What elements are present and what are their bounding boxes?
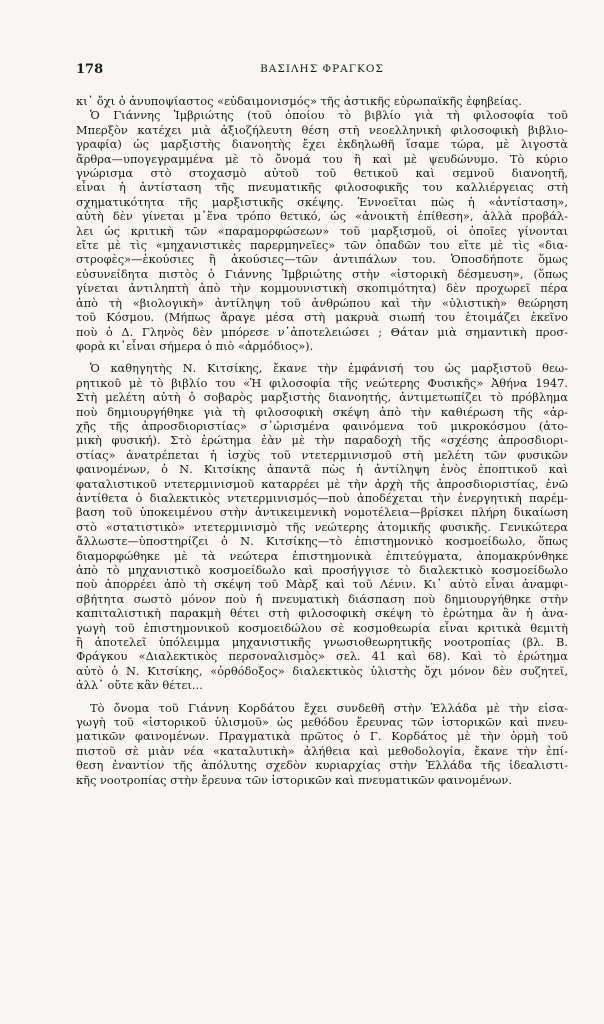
text-line: καπιταλιστικὴ παρακμὴ θέτει στὴ φιλοσοφικὴ σκέψη τὸ ἐρώτημα ἂν ἡ ἀνα-: [76, 606, 568, 621]
text-line: διαμορφώθηκε μὲ τὰ νεώτερα ἐπιστημονικὰ ἐπιτεύγματα, ἀπομακρύνθηκε: [76, 548, 568, 563]
text-line: ἀντίθετα ὁ διαλεκτικὸς ντετερμινισμός—ποὺ ἀποδέχεται τὴν ἐνεργητικὴ παρέμ-: [76, 490, 568, 505]
text-line: Ὁ Γιάννης Ἰμβριώτης (τοῦ ὁποίου τὸ βιβλίο γιὰ τὴ φιλοσοφία τοῦ: [90, 108, 568, 123]
text-line: Μπερξὸν κατέχει μιὰ ἀξιοζήλευτη θέση στὴ νεοελληνικὴ φιλοσοφικὴ βιβλιο-: [76, 122, 568, 137]
text-line: ἢ ἀποτελεῖ ὑπόλειμμα μηχανιστικῆς γνωσιοθεωρητικῆς νοοτροπίας (βλ. Β.: [76, 635, 568, 650]
text-line: γίνεται ἀντιληπτὴ ἀπὸ τὴν κομμουνιστικὴ σκοπιμότητα) δὲν προχωρεῖ πέρα: [76, 281, 568, 296]
page-header: [76, 62, 568, 84]
text-line: Φράγκου «Διαλεκτικὸς περσοναλισμὸς» σελ. 41 καὶ 68). Καὶ τὸ ἐρώτημα: [76, 649, 568, 664]
text-line: στίας» ἀνατρέπεται ἡ ἰσχὺς τοῦ ντετερμινισμοῦ στὴ μελέτη τῶν φυσικῶν: [76, 447, 568, 462]
text-line: γραφία) ὡς μαρξιστὴς διανοητὴς ἔχει ἐκδηλωθῆ ἴσαμε τώρα, μὲ λιγοστὰ: [76, 137, 568, 152]
text-line: φορὰ κι᾿εἶναι σήμερα ὁ πιὸ «ἁρμόδιος»).: [76, 338, 314, 353]
text-line: εὐσυνείδητα πιστὸς ὁ Γιάννης Ἰμβριώτης στὴν «ἱστορικὴ δέσμευση», (ὅπως: [76, 266, 568, 281]
text-line: γωγὴ τοῦ ἐπιστημονικοῦ κοσμοειδώλου σὲ κοσμοθεωρία εἶναι κριτικὰ θεμιτὴ: [76, 620, 568, 635]
page-number: 178: [76, 62, 104, 77]
text-line: αὐτὸ ὁ Ν. Κιτσίκης, «ὀρθόδοξος» διαλεκτικὸς ὑλιστὴς ὄχι μόνον δὲν συζητεῖ,: [76, 663, 568, 678]
text-line: θεση ἐναντίον τῆς ἀπόλυτης σχεδὸν κυριαρχίας στὴν Ἑλλάδα τῆς ἰδεαλιστι-: [76, 758, 568, 773]
text-line: εἶναι ἡ ἀντίσταση τῆς πνευματικῆς φιλοσοφικῆς του καλλιέργειας στὴ: [76, 180, 568, 195]
paragraph: [76, 361, 568, 692]
text-line: ποὺ ἀπορρέει ἀπὸ τὴ σκέψη τοῦ Μὰρξ καὶ τοῦ Λένιν. Κι᾿ αὐτὸ εἶναι ἀναμφι-: [76, 577, 568, 592]
text-line: γωγὴ τοῦ «ἱστορικοῦ ὑλισμοῦ» ὡς μεθόδου ἔρευνας τῶν ἱστορικῶν καὶ πνευ-: [76, 715, 568, 730]
text-line: ἀλλ᾿ οὔτε κἂν θέτει...: [76, 678, 203, 693]
text-line: κι᾿ ὄχι ὁ ἀνυποψίαστος «εὐδαιμονισμός» τῆς ἀστικῆς εὐρωπαϊκῆς ἐφηβείας.: [76, 94, 522, 108]
text-line: τοῦ Κόσμου. (Μήπως ἄραγε μέσα στὴ μακρυὰ σιωπή του ἑτοιμάζει ἐκεῖνο: [76, 310, 568, 325]
text-line: πιστοῦ σὲ μιὰν νέα «καταλυτικὴ» ἀλήθεια καὶ μεθοδολογία, ἔκανε τὴν ἐπί-: [76, 743, 568, 758]
text-line: ἀπὸ τὸ μηχανιστικὸ κοσμοείδωλο καὶ προσήγγισε τὸ διαλεκτικὸ κοσμοείδωλο: [76, 563, 568, 577]
text-line: γνώρισμα στὸ στοχασμὸ αὐτοῦ τοῦ θετικοῦ καὶ σεμνοῦ διανοητῆ,: [76, 166, 568, 181]
body-text: [76, 94, 568, 787]
paragraph: [76, 701, 568, 787]
text-line: ποὺ ὁ Δ. Γληνὸς δὲν μπόρεσε ν᾿ἀποτελειώσει ; Θάταν μιὰ σημαντικὴ προσ-: [76, 324, 568, 339]
text-line: ἀπὸ τὴ «βιολογικὴ» ἀντίληψη τοῦ ἀνθρώπου καὶ τὴν «ὑλιστικὴ» θεώρηση: [76, 295, 568, 310]
text-line: στὸ «στατιστικὸ» ντετερμινισμὸ τῆς νεώτερης ἀτομικῆς φυσικῆς. Γενικώτερα: [76, 519, 568, 534]
text-line: λει ὡς κριτικὴ τῶν «παραμορφώσεων» τοῦ μαρξισμοῦ, οἱ ὁποῖες γίνονται: [76, 223, 568, 238]
text-line: Τὸ ὄνομα τοῦ Γιάννη Κορδάτου ἔχει συνδεθῆ στὴν Ἑλλάδα μὲ τὴν εἰσα-: [90, 700, 568, 715]
text-line: σβήτητα σωστὸ μόνον ποὺ ἡ πνευματικὴ διάσπαση ποὺ δημιουργήθηκε στὴν: [76, 591, 568, 606]
text-line: ἄλλωστε—ὑποστηρίζει ὁ Ν. Κιτσίκης—τὸ ἐπιστημονικὸ κοσμοείδωλο, ὅπως: [76, 534, 568, 549]
text-line: φαταλιστικοῦ ντετερμινισμοῦ καταρρέει μὲ τὴν ἀρχὴ τῆς ἀπροσδιοριστίας, ἐνῶ: [76, 476, 568, 491]
text-line: ποὺ δημιουργήθηκε γιὰ τὴ φιλοσοφικὴ σκέψη ἀπὸ τὴν καθιέρωση τῆς «ἀρ-: [76, 404, 568, 419]
text-line: μικὴ φυσική). Στὸ ἐρώτημα ἐὰν μὲ τὴν παραδοχὴ τῆς «σχέσης ἀπροσδιορι-: [76, 433, 568, 448]
text-line: Στὴ μελέτη αὐτὴ ὁ σοβαρὸς μαρξιστὴς διανοητής, ἀντιμετωπίζει τὸ πρόβλημα: [76, 390, 568, 405]
text-line: ρητικοῦ μὲ τὸ βιβλίο του «Ἡ φιλοσοφία τῆς νεώτερης Φυσικῆς» Ἀθήνα 1947.: [76, 375, 568, 390]
text-line: ἄρθρα—υπογεγραμμένα μὲ τὸ ὄνομά του ἢ καὶ μὲ ψευδώνυμο. Τὸ κύριο: [76, 151, 568, 166]
text-line: χῆς τῆς ἀπροσδιοριστίας» σ᾿ὡρισμένα φαινόμενα τοῦ μικροκόσμου (ἀτο-: [76, 418, 568, 433]
paragraph: [76, 108, 568, 353]
text-line: Ὁ καθηγητὴς Ν. Κιτσίκης, ἔκανε τὴν ἐμφάνισή του ὡς μαρξιστοῦ θεω-: [90, 361, 568, 376]
paragraph: [76, 94, 568, 108]
text-line: αὐτὴ δὲν γίνεται μ᾿ἕνα τρόπο θετικό, ὡς «ἀνοικτὴ ἐπίθεση», ἀλλὰ προβάλ-: [76, 209, 568, 224]
text-line: ματικῶν φαινομένων. Πραγματικὰ πρῶτος ὁ Γ. Κορδάτος μὲ τὴν ὁρμὴ τοῦ: [76, 729, 568, 744]
text-line: στροφὲς»—ἑκούσιες ἢ ἀκούσιες—τῶν ἀντιπάλων του. Ὁποσδήποτε ὅμως: [76, 252, 568, 267]
text-line: εἴτε μὲ τὶς «μηχανιστικὲς παρερμηνεῖες» τῶν ὀπαδῶν του εἴτε μὲ τὶς «δια-: [76, 238, 568, 253]
running-title: ΒΑΣΙΛΗΣ ΦΡΑΓΚΟΣ: [260, 63, 384, 75]
text-line: σχηματικότητα τῆς μαρξιστικῆς σκέψης. Ἐννοεῖται πὼς ἡ «ἀντίσταση»,: [76, 194, 568, 209]
text-line: βαση τοῦ ὑποκειμένου στὴν ἀντικειμενικὴ νομοτέλεια—βρίσκει πλήρη δικαίωση: [76, 505, 568, 520]
text-line: κῆς νοοτροπίας στὴν ἔρευνα τῶν ἱστορικῶν καὶ πνευματικῶν φαινομένων.: [76, 772, 512, 787]
text-line: φαινομένων, ὁ Ν. Κιτσίκης ἀπαντᾶ πὼς ἡ ἀντίληψη ἑνὸς ἐποπτικοῦ καὶ: [76, 462, 568, 477]
